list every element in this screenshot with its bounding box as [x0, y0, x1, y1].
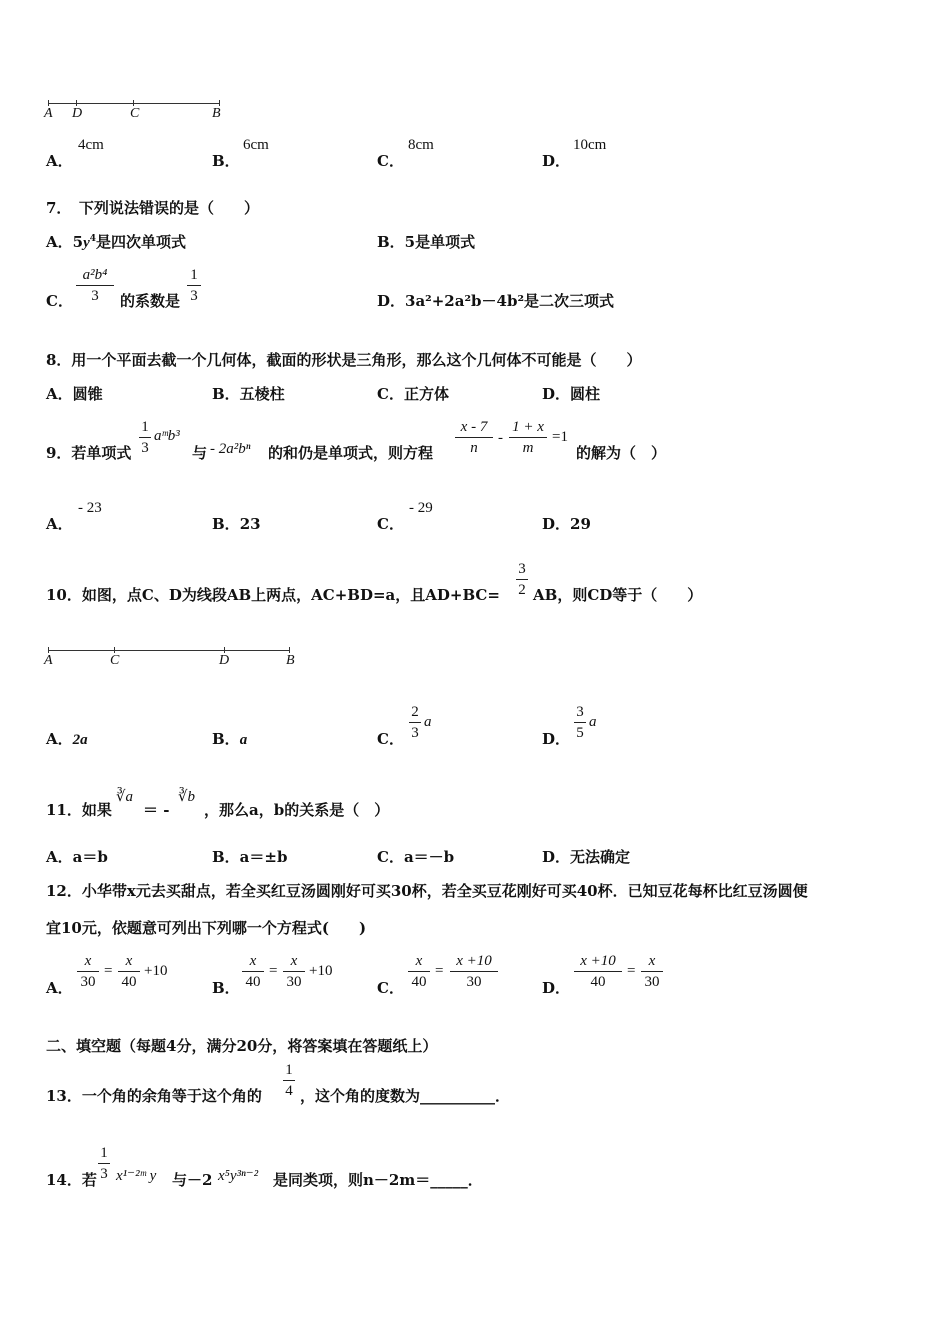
q10-fraction: 3 2 — [516, 560, 528, 599]
q12-c-right-fraction: x +10 30 — [450, 952, 498, 991]
point-label-d: D — [72, 106, 83, 121]
point-label-a: A — [44, 653, 53, 668]
q8-option-d[interactable]: D．圆柱 — [542, 385, 601, 403]
q12-a-left-fraction: x 30 — [77, 952, 99, 991]
q10-d-fraction: 3 5 — [574, 703, 586, 742]
q14-fraction: 1 3 — [98, 1144, 110, 1183]
q12-stem-line1: 12．小华带x元去买甜点，若全买红豆汤圆刚好可买30杯，若全买豆花刚好可买40杯．已知豆花每杯比红豆汤圆便 — [46, 882, 808, 900]
q9-coef-fraction: 1 3 — [139, 418, 151, 457]
q9-frac2: 1 + x m — [509, 418, 547, 457]
q7-option-a[interactable]: A．$5y^4$是四次单项式 — [46, 233, 187, 251]
point-label-c: C — [110, 653, 120, 668]
q11-option-b[interactable]: B．a＝±b — [212, 848, 288, 866]
point-label-d: D — [219, 653, 230, 668]
q12-stem-line2: 宜10元，依题意可列出下列哪一个方程式( ) — [46, 919, 367, 937]
q9-option-d[interactable]: D．29 — [542, 515, 591, 533]
q11-option-d[interactable]: D．无法确定 — [542, 848, 631, 866]
point-label-b: B — [286, 653, 295, 668]
q11-option-a[interactable]: A．a＝b — [46, 848, 108, 866]
q9-option-b[interactable]: B．23 — [212, 515, 261, 533]
q7-option-d[interactable]: D．3a²+2a²b－4b²是二次三项式 — [377, 292, 615, 310]
q7-c-value-fraction: 1 3 — [187, 266, 201, 305]
q12-c-left-fraction: x 40 — [408, 952, 430, 991]
q9-frac1: x - 7 n — [455, 418, 493, 457]
q10-c-fraction: 2 3 — [409, 703, 421, 742]
q8-option-b[interactable]: B．五棱柱 — [212, 385, 285, 403]
q8-option-c[interactable]: C．正方体 — [377, 385, 449, 403]
q7-stem: 7． 下列说法错误的是（ ） — [46, 199, 259, 217]
q10-option-b[interactable]: B．a — [212, 730, 248, 748]
q13-fraction: 1 4 — [283, 1061, 295, 1100]
q12-b-left-fraction: x 40 — [242, 952, 264, 991]
point-label-a: A — [44, 106, 53, 121]
q7-c-fraction: a²b⁴ 3 — [76, 266, 114, 305]
point-label-c: C — [130, 106, 140, 121]
section-title-fill-in: 二、填空题（每题4分，满分20分，将答案填在答题纸上） — [46, 1037, 438, 1055]
q7-option-b[interactable]: B．5是单项式 — [377, 233, 476, 251]
q11-option-c[interactable]: C．a＝－b — [377, 848, 455, 866]
point-label-b: B — [212, 106, 221, 121]
q12-d-left-fraction: x +10 40 — [574, 952, 622, 991]
q8-option-a[interactable]: A．圆锥 — [46, 385, 103, 403]
q12-d-right-fraction: x 30 — [641, 952, 663, 991]
q12-a-right-fraction: x 40 — [118, 952, 140, 991]
q10-option-a[interactable]: A．2a — [46, 730, 88, 748]
q8-stem: 8．用一个平面去截一个几何体，截面的形状是三角形，那么这个几何体不可能是（ ） — [46, 351, 642, 369]
q12-b-right-fraction: x 30 — [283, 952, 305, 991]
